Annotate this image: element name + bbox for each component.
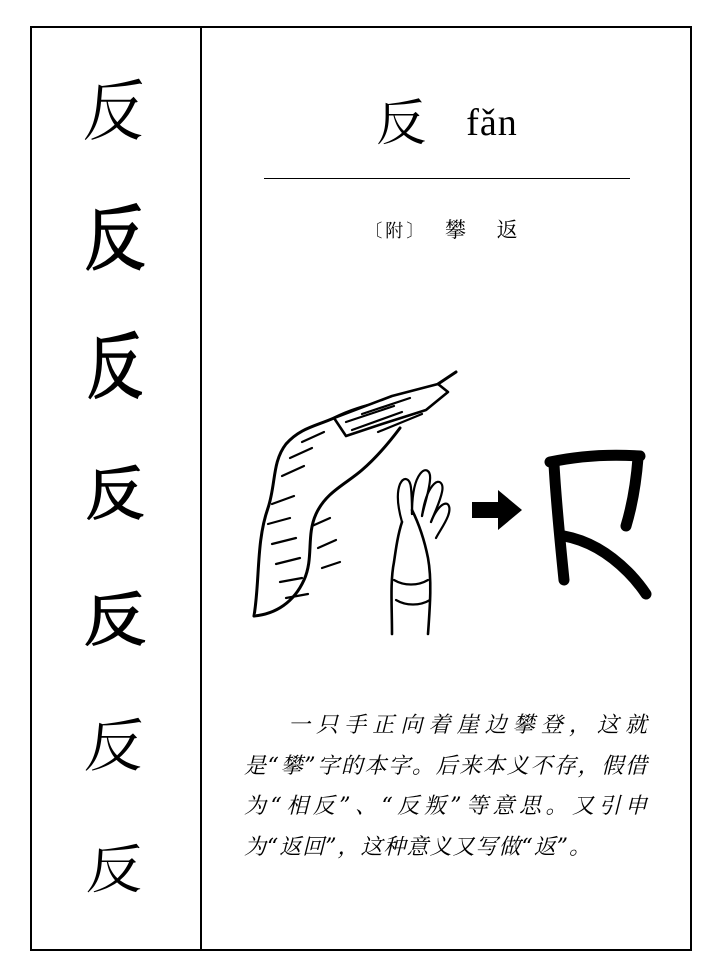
appendix-characters: 攀 返 xyxy=(445,218,530,242)
script-glyph-bronze-1: 反 xyxy=(85,198,145,282)
script-glyph-bronze-2: 反 xyxy=(87,325,143,410)
headword-pinyin: fǎn xyxy=(466,102,518,144)
appendix-label: 〔附〕 xyxy=(364,221,428,242)
appendix-line xyxy=(202,214,692,244)
entry-main-panel xyxy=(202,26,692,951)
script-glyph-running: 反 xyxy=(84,839,146,902)
illustration-block xyxy=(202,356,692,656)
headword-character: 反 xyxy=(376,94,429,152)
right-arrow-icon xyxy=(470,488,524,532)
ancient-form-of-fan-glyph xyxy=(534,444,664,604)
script-glyph-seal: 反 xyxy=(85,460,144,529)
script-evolution-column xyxy=(30,26,202,951)
hand-climbing-cliff-drawing xyxy=(242,366,462,646)
heading-divider xyxy=(264,178,630,179)
script-glyph-regular: 反 xyxy=(82,712,148,781)
script-glyph-oracle-bone: 反 xyxy=(81,72,149,152)
entry-heading xyxy=(202,94,692,152)
script-glyph-clerical: 反 xyxy=(84,586,146,655)
explanation-paragraph: 一只手正向着崖边攀登，这就是“攀”字的本字。后来本义不存，假借为“相反”、“反叛”等意思。又引申为“返回”，这种意义又写做“返”。 xyxy=(244,713,648,861)
